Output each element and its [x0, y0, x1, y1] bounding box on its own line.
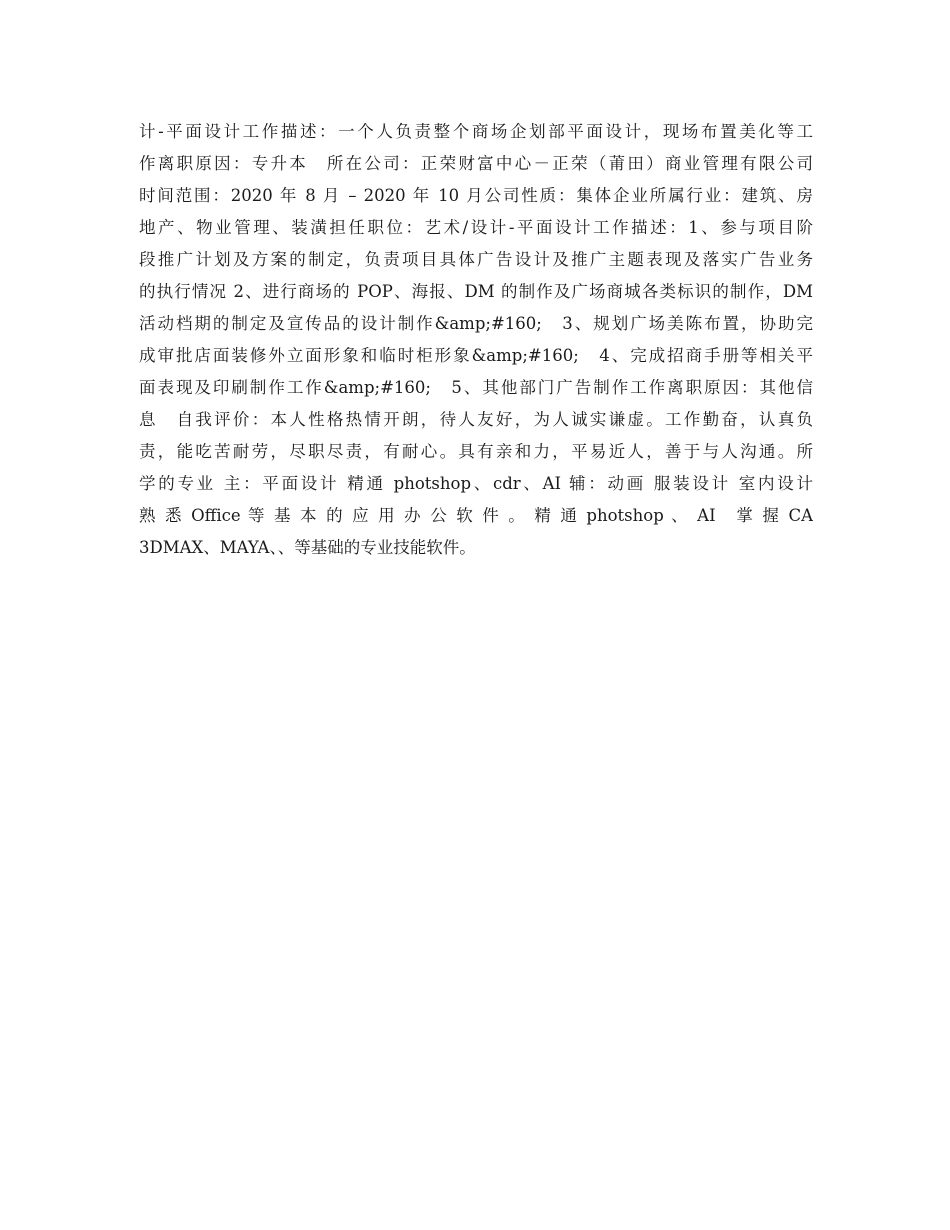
text-line: 成审批店面装修外立面形象和临时柜形象&amp;#160; 4、完成招商手册等相关平: [139, 346, 813, 365]
text-line: 的执行情况 2、进行商场的 POP、海报、DM 的制作及广场商城各类标识的制作，DM: [139, 282, 813, 301]
resume-body-text: [139, 116, 813, 564]
text-line: 地产、物业管理、装潢担任职位：艺术/设计-平面设计工作描述：1、参与项目阶: [139, 218, 813, 237]
text-line: 时间范围：2020 年 8 月 – 2020 年 10 月公司性质：集体企业所属行业：建筑、房: [139, 186, 813, 205]
text-line: 面表现及印刷制作工作&amp;#160; 5、其他部门广告制作工作离职原因：其他信: [139, 378, 813, 397]
text-line: 段推广计划及方案的制定，负责项目具体广告设计及推广主题表现及落实广告业务: [139, 250, 813, 269]
text-line: 责，能吃苦耐劳，尽职尽责，有耐心。具有亲和力，平易近人，善于与人沟通。所: [139, 442, 813, 461]
text-line: 作离职原因：专升本 所在公司：正荣财富中心－正荣（莆田）商业管理有限公司: [139, 154, 813, 173]
text-line: 学的专业 主：平面设计 精通 photshop、cdr、AI 辅：动画 服装设计 室内设计: [139, 474, 813, 493]
text-line: 活动档期的制定及宣传品的设计制作&amp;#160; 3、规划广场美陈布置，协助完: [139, 314, 813, 333]
text-line: 计-平面设计工作描述：一个人负责整个商场企划部平面设计，现场布置美化等工: [139, 122, 813, 141]
text-line: 息 自我评价：本人性格热情开朗，待人友好，为人诚实谦虚。工作勤奋，认真负: [139, 410, 813, 429]
text-line: 熟 悉 Office 等 基 本 的 应 用 办 公 软 件 。 精 通 photshop 、 AI 掌 握 CA: [139, 506, 813, 525]
text-line: 3DMAX、MAYA、、等基础的专业技能软件。: [139, 538, 476, 557]
